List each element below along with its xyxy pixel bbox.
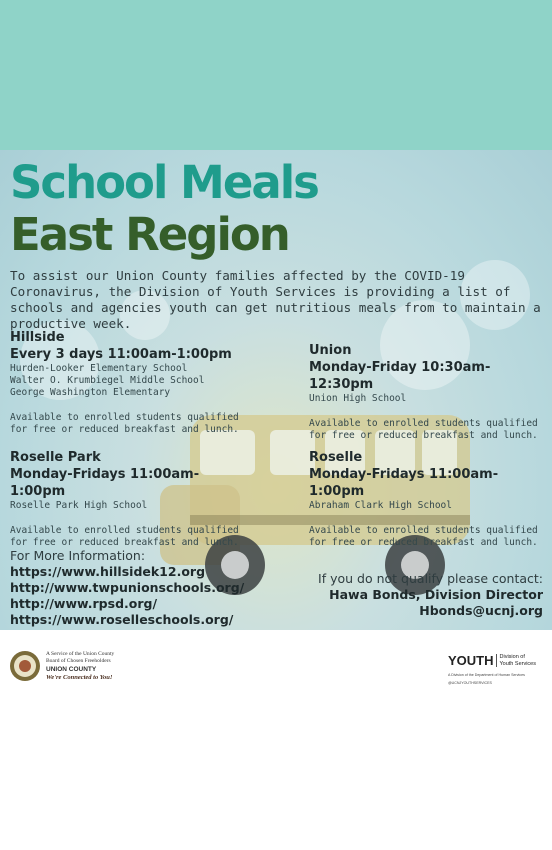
footer [0,630,552,702]
school-name: Union High School [309,393,407,404]
school-name: Hurden-Looker Elementary School [10,363,188,374]
school-name: George Washington Elementary [10,387,171,398]
region-roselle [309,450,549,549]
county-service-line-1: A Service of the Union County [46,651,115,657]
region-union [309,343,549,442]
flyer [0,150,552,630]
availability-note: Available to enrolled students qualified for free or reduced breakfast and lunch. [10,412,239,435]
county-name: UNION COUNTY [46,666,97,673]
contact-email[interactable]: Hbonds@ucnj.org [419,603,543,618]
school-name: Abraham Clark High School [309,500,452,511]
title-line-2: East Region [10,208,289,261]
region-hours: Monday-Friday 10:30am-12:30pm [309,360,491,392]
county-service-line-2: Board of Chosen Freeholders [46,657,111,664]
county-branding [46,651,114,682]
county-seal-icon [9,650,41,682]
region-hours: Monday-Fridays 11:00am-1:00pm [10,467,200,499]
union-link[interactable]: http://www.twpunionschools.org/ [10,580,245,595]
availability-note: Available to enrolled students qualified for free or reduced breakfast and lunch. [10,525,239,548]
region-hours: Monday-Fridays 11:00am-1:00pm [309,467,499,499]
contact-name: Hawa Bonds, Division Director [329,587,543,602]
more-info [10,548,244,628]
region-name: Roselle [309,450,363,465]
school-name: Walter O. Krumbiegel Middle School [10,375,205,386]
title-line-1: School Meals [10,156,318,209]
school-name: Roselle Park High School [10,500,148,511]
roselle-park-link[interactable]: http://www.rpsd.org/ [10,596,158,611]
intro-paragraph: To assist our Union County families affected by the COVID-19 Coronavirus, the Division of Youth Services is providing a list of schools and agencies youth can get nutritious meals from to maintain a productive week. [10,268,541,331]
county-tagline: We're Connected to You! [46,674,113,681]
region-roselle-park [10,450,250,549]
youth-subtext-1: A Division of the Department of Human Services [448,673,525,677]
region-name: Union [309,343,352,358]
contact-prompt: If you do not qualify please contact: [318,571,543,586]
contact-info [318,571,543,619]
region-name: Hillside [10,330,65,345]
region-hours: Every 3 days 11:00am-1:00pm [10,347,232,362]
more-info-label: For More Information: [10,548,146,563]
youth-services-logo [448,652,536,686]
region-hillside [10,330,250,436]
youth-word: YOUTH [448,653,494,669]
region-name: Roselle Park [10,450,101,465]
youth-division: Division of Youth Services [496,654,537,667]
youth-subtext-2: @UCNJYOUTHSERVICES [448,681,492,685]
hillside-link[interactable]: https://www.hillsidek12.org [10,564,206,579]
availability-note: Available to enrolled students qualified for free or reduced breakfast and lunch. [309,418,538,441]
top-color-band [0,0,552,150]
roselle-link[interactable]: https://www.roselleschools.org/ [10,612,234,627]
availability-note: Available to enrolled students qualified for free or reduced breakfast and lunch. [309,525,538,548]
